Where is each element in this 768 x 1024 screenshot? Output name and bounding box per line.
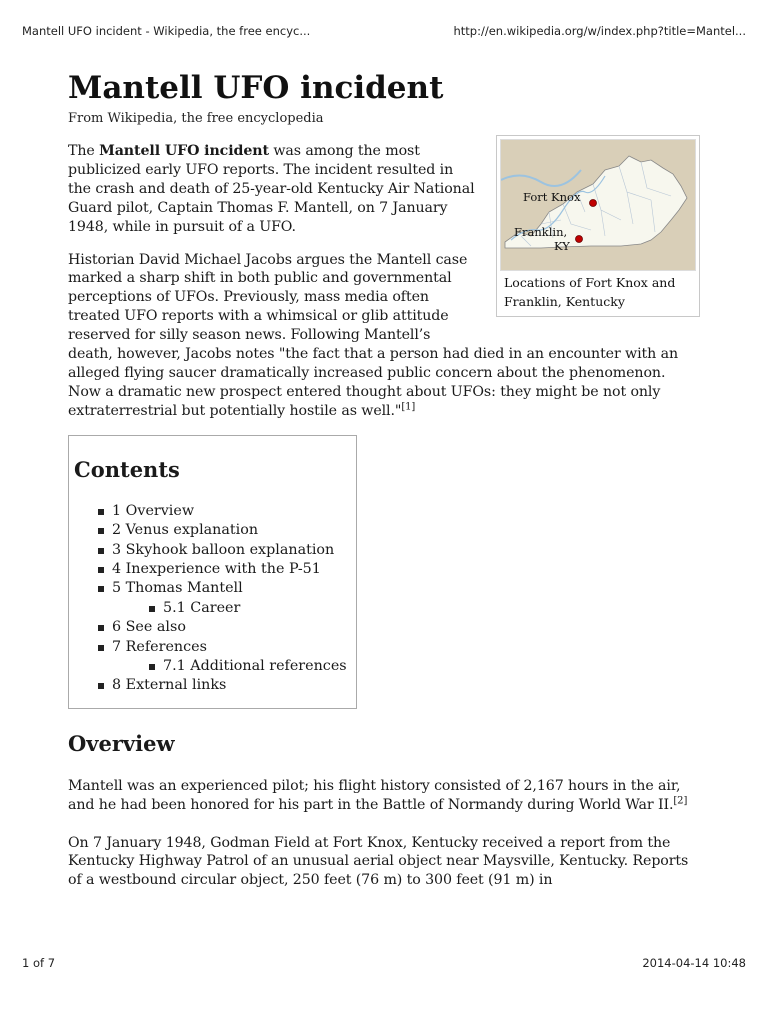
toc-subitem[interactable] [149,657,356,676]
toc-link[interactable]: 8 External links [112,677,227,694]
intro-lead: The [68,143,100,159]
citation-link-2[interactable]: [2] [673,794,688,806]
toc-item[interactable] [98,579,356,618]
toc-link[interactable]: 1 Overview [112,502,195,519]
bullet-icon [98,509,104,515]
print-header [22,24,746,42]
print-header-url[interactable]: http://en.wikipedia.org/w/index.php?title=Mantel... [453,24,746,38]
toc-list [74,502,356,696]
toc-item[interactable] [98,521,356,540]
print-header-title: Mantell UFO incident - Wikipedia, the free encyc... [22,24,311,38]
toc-subitem[interactable] [149,599,356,618]
kentucky-map[interactable] [500,139,696,271]
toc-item[interactable] [98,618,356,637]
toc-link[interactable]: 7.1 Additional references [163,657,347,674]
toc-item[interactable] [98,638,356,677]
bullet-icon [98,645,104,651]
article-content [68,66,700,890]
toc-title: Contents [74,456,180,482]
toc-link[interactable]: 7 References [112,638,207,655]
bullet-icon [98,625,104,631]
print-timestamp: 2014-04-14 10:48 [642,956,746,970]
toc-sublist [112,657,356,676]
bullet-icon [149,606,155,612]
toc-item[interactable] [98,502,356,521]
toc-link[interactable]: 4 Inexperience with the P-51 [112,560,321,577]
print-footer [22,956,746,974]
toc-link[interactable]: 5 Thomas Mantell [112,580,243,597]
fort-knox-label: Fort Knox [523,190,581,204]
toc-link[interactable]: 6 See also [112,619,186,636]
map-figure [496,135,700,317]
tagline: From Wikipedia, the free encyclopedia [68,111,324,126]
toc-link[interactable]: 3 Skyhook balloon explanation [112,541,335,558]
overview-paragraph-1 [68,777,700,815]
overview-paragraph-2: On 7 January 1948, Godman Field at Fort Knox, Kentucky received a report from the Kentucky Highway Patrol of an unusual aerial object near Maysville, Kentucky. Reports of a westbound circular object, 250 feet (76 m) to 300 feet (91 m) in [68,834,689,889]
overview-text-1: Mantell was an experienced pilot; his flight history consisted of 2,167 hours in the air, and he had been honored for his part in the Battle of Normandy during World War II. [68,777,681,813]
toc-sublist [112,599,356,618]
intro-bold-title: Mantell UFO incident [99,143,269,159]
bullet-icon [98,586,104,592]
toc-link[interactable]: 5.1 Career [163,599,241,616]
toc-item[interactable] [98,541,356,560]
intro-rest: was among the most publicized early UFO reports. The incident resulted in the crash and death of 25-year-old Kentucky Air National Guard pilot, Captain Thomas F. Mantell, on 7 January 1948, while in pursuit of a UFO. [68,143,475,235]
toc-item[interactable] [98,676,356,695]
overview-heading: Overview [68,730,175,756]
bullet-icon [149,664,155,670]
page-number: 1 of 7 [22,956,56,970]
franklin-label-line2: KY [554,239,570,253]
bullet-icon [98,548,104,554]
franklin-marker [576,236,583,243]
table-of-contents [68,435,357,709]
citation-link-1[interactable]: [1] [401,401,416,413]
page-title: Mantell UFO incident [68,70,444,106]
toc-item[interactable] [98,560,356,579]
overview-section [68,729,700,891]
map-caption: Locations of Fort Knox and Franklin, Kentucky [504,275,676,309]
franklin-label-line1: Franklin, [514,225,568,239]
bullet-icon [98,567,104,573]
bullet-icon [98,528,104,534]
history-text: Historian David Michael Jacobs argues the Mantell case marked a sharp shift in both public and governmental perceptions of UFOs. Previously, mass media often treated UFO reports with a whimsical or glib attitude reserved for silly season news. Following Mantell’s death, however, Jacobs notes "the fact that a person had died in an encounter with an alleged flying saucer dramatically increased public concern about the phenomenon. Now a dramatic new prospect entered thought about UFOs: they might be not only extraterrestrial but potentially hostile as well." [68,251,678,419]
toc-link[interactable]: 2 Venus explanation [112,522,259,539]
fort-knox-marker [590,200,597,207]
bullet-icon [98,683,104,689]
